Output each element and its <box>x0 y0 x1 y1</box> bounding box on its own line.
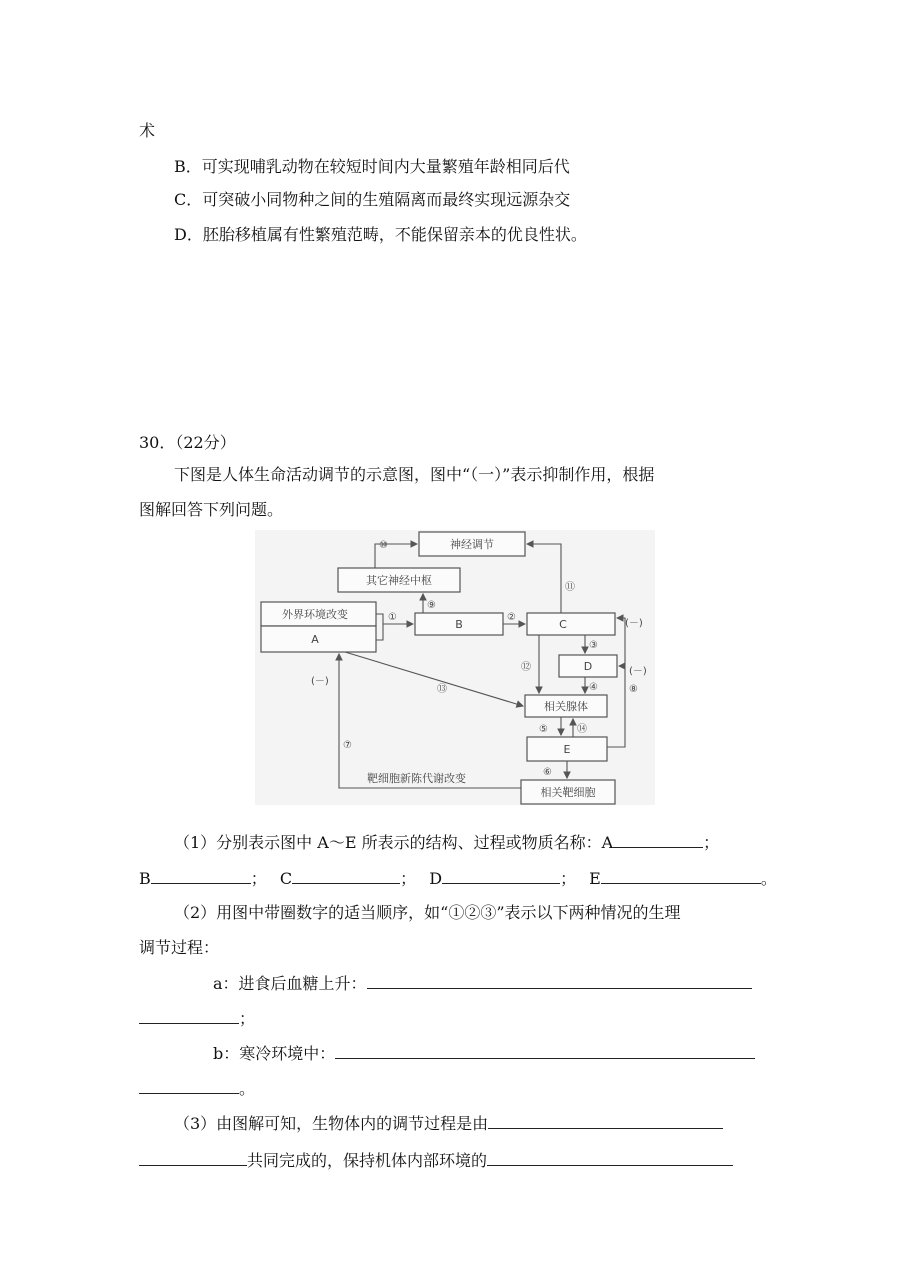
svg-text:外界环境改变: 外界环境改变 <box>282 608 348 621</box>
box-nerve-regulation <box>419 532 525 556</box>
num-2: ② <box>507 612 516 623</box>
option-b: B．可实现哺乳动物在较短时间内大量繁殖年龄相同后代 <box>174 157 570 176</box>
num-12: ⑫ <box>521 662 531 673</box>
num-8: ⑧ <box>629 684 638 695</box>
answer-blank-3a[interactable] <box>488 1113 723 1129</box>
num-13: ⑬ <box>437 684 447 695</box>
answer-blank-2a-cont[interactable] <box>139 1008 239 1024</box>
num-3: ③ <box>589 640 598 651</box>
answer-blank-2a[interactable] <box>367 973 752 989</box>
part1-line1: （1）分别表示图中 A～E 所表示的结构、过程或物质名称：A ； <box>174 833 720 852</box>
box-c <box>527 613 615 635</box>
part3-line2: 共同完成的，保持机体内部环境的 <box>139 1150 733 1171</box>
num-11: ⑪ <box>565 582 575 593</box>
answer-blank-2b[interactable] <box>335 1043 755 1059</box>
option-c: C．可突破小同物种之间的生殖隔离而最终实现远源杂交 <box>174 190 571 209</box>
intro-tail: 术 <box>139 121 156 140</box>
question-header: 30．（22分） <box>139 433 236 452</box>
inhibit-c: (－) <box>625 618 643 629</box>
num-7: ⑦ <box>343 740 352 751</box>
svg-text:神经调节: 神经调节 <box>450 538 494 551</box>
svg-text:相关腺体: 相关腺体 <box>544 700 588 713</box>
question-stem-line1: 下图是人体生命活动调节的示意图，图中“（一）”表示抑制作用，根据 <box>174 465 655 484</box>
box-e <box>527 737 607 761</box>
part2-a-cont: ； <box>139 1008 255 1029</box>
part2-line2: 调节过程： <box>139 938 220 957</box>
part2-b: b：寒冷环境中： <box>213 1043 755 1064</box>
target-metabolism-label: 靶细胞新陈代谢改变 <box>367 772 466 785</box>
answer-blank-3a-cont[interactable] <box>139 1150 247 1166</box>
svg-text:E: E <box>563 743 571 756</box>
part3-line1: （3）由图解可知，生物体内的调节过程是由 <box>174 1113 723 1134</box>
num-14: ⑭ <box>577 724 587 735</box>
inhibit-a: (－) <box>311 676 329 687</box>
answer-blank-d[interactable] <box>442 868 560 884</box>
num-6: ⑥ <box>543 767 552 778</box>
svg-text:B: B <box>455 618 463 631</box>
box-target-cell <box>521 780 615 804</box>
svg-text:其它神经中枢: 其它神经中枢 <box>366 574 432 587</box>
answer-blank-a[interactable] <box>613 832 703 848</box>
svg-text:相关靶细胞: 相关靶细胞 <box>540 786 596 799</box>
box-related-gland <box>525 695 607 717</box>
svg-text:D: D <box>583 660 593 673</box>
answer-blank-c[interactable] <box>292 868 400 884</box>
box-env-change <box>261 602 376 626</box>
option-d: D．胚胎移植属有性繁殖范畴，不能保留亲本的优良性状。 <box>174 225 587 244</box>
part2-line1: （2）用图中带圈数字的适当顺序，如“①②③”表示以下两种情况的生理 <box>174 903 681 922</box>
answer-blank-3b[interactable] <box>487 1150 733 1166</box>
svg-text:A: A <box>311 633 319 646</box>
part1-line2: B ； C ； D ； E 。 <box>139 869 777 888</box>
num-9: ⑨ <box>427 600 436 611</box>
box-a <box>261 626 376 652</box>
box-b <box>415 613 503 635</box>
part2-a: a：进食后血糖上升： <box>213 973 752 994</box>
num-10: ⑩ <box>379 540 388 551</box>
inhibit-d: (－) <box>629 666 647 677</box>
answer-blank-e[interactable] <box>601 868 761 884</box>
num-5: ⑤ <box>539 724 548 735</box>
num-1: ① <box>388 612 397 623</box>
regulation-diagram <box>255 530 655 805</box>
box-other-center <box>338 568 460 592</box>
box-d <box>559 655 617 677</box>
svg-text:C: C <box>559 618 567 631</box>
answer-blank-b[interactable] <box>151 868 251 884</box>
answer-blank-2b-cont[interactable] <box>139 1078 239 1094</box>
question-stem-line2: 图解回答下列问题。 <box>139 500 284 519</box>
part2-b-cont: 。 <box>139 1078 255 1099</box>
num-4: ④ <box>589 682 598 693</box>
